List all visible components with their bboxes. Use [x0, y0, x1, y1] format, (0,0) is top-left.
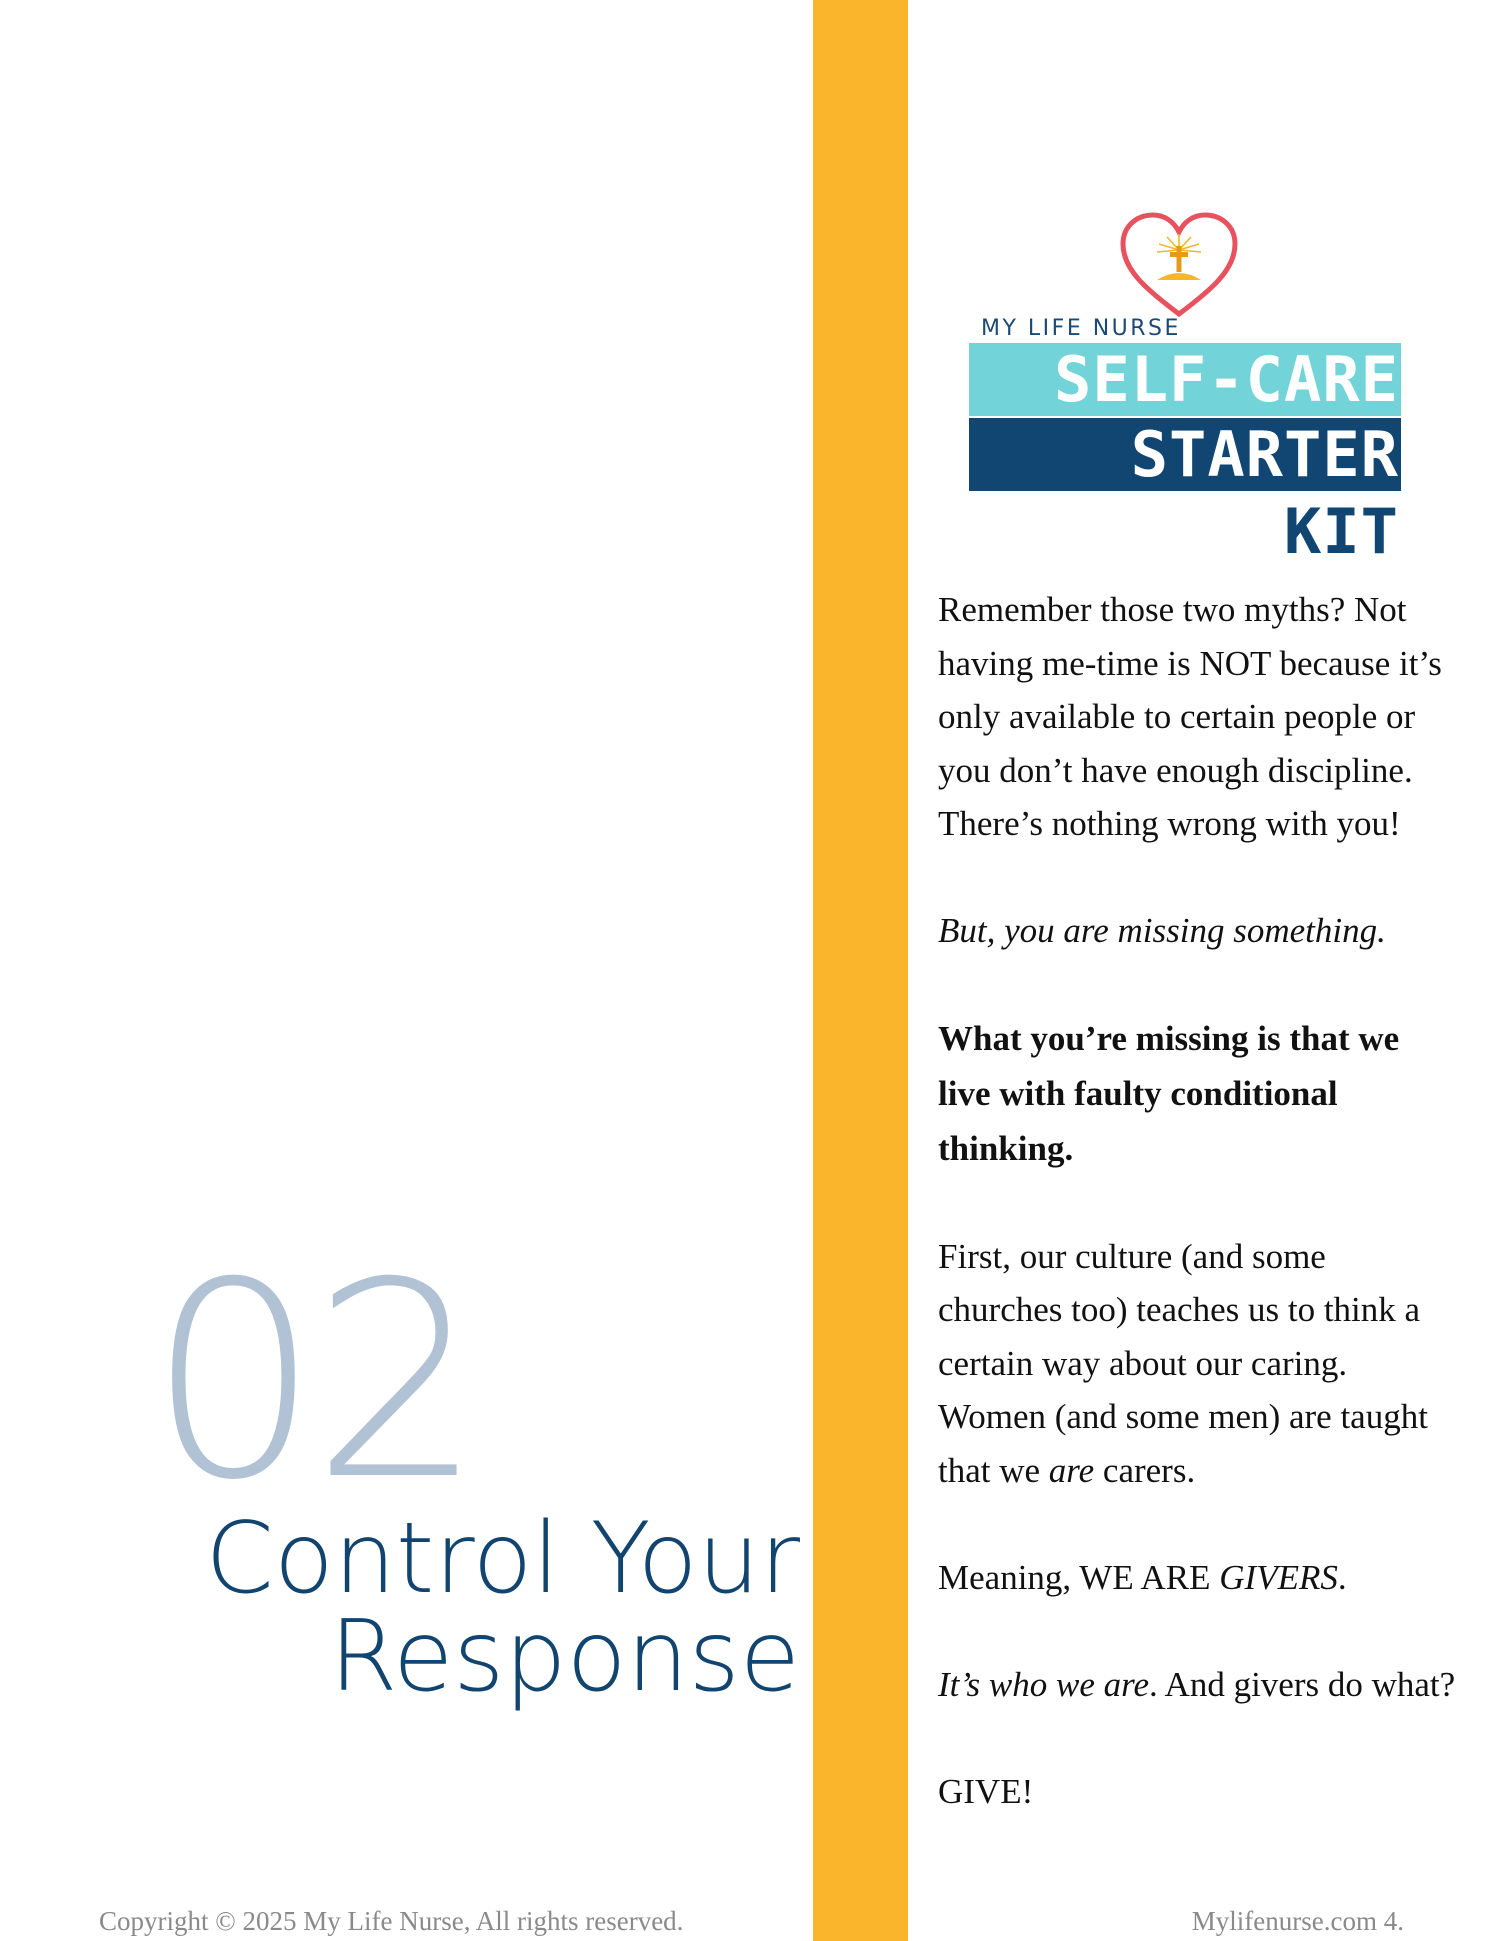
logo-word-kit: KIT — [1284, 495, 1399, 568]
paragraph-givers-emphasis: GIVERS — [1219, 1557, 1338, 1597]
heart-cross-icon — [1117, 210, 1242, 322]
paragraph-givers — [938, 1551, 1458, 1605]
paragraph-missing-something — [938, 904, 1458, 958]
logo-word-starter: STARTER — [1130, 418, 1399, 491]
paragraph-missing-something-text: But, you are missing something. — [938, 911, 1386, 950]
logo-word-self-care: SELF-CARE — [1054, 343, 1399, 416]
paragraph-culture-emphasis: are — [1048, 1450, 1095, 1490]
paragraph-give: GIVE! — [938, 1771, 1034, 1811]
paragraph-givers-text-a: Meaning, WE ARE — [938, 1557, 1220, 1597]
gold-divider-bar — [813, 0, 908, 1941]
chapter-number: 02 — [148, 1224, 476, 1539]
self-care-starter-kit-logo — [965, 210, 1405, 570]
paragraph-faulty-thinking: What you’re missing is that we live with faulty conditional thinking. — [938, 1019, 1400, 1168]
paragraph-culture-text-a: First, our culture (and some churches too) teaches us to think a certain way about our caring. Women (and some men) are taught that we — [938, 1236, 1428, 1490]
chapter-title-line-1: Control Your — [205, 1502, 800, 1616]
chapter-title — [100, 1502, 800, 1714]
paragraph-culture-text-b: carers. — [1094, 1450, 1196, 1490]
body-text — [938, 583, 1458, 1872]
footer-copyright: Copyright © 2025 My Life Nurse, All rights reserved. — [99, 1906, 684, 1936]
footer-site-page-number: Mylifenurse.com 4. — [1191, 1906, 1404, 1936]
logo-brand-text: MY LIFE NURSE — [981, 316, 1181, 341]
paragraph-who-we-are-text: . And givers do what? — [1148, 1664, 1456, 1704]
paragraph-who-we-are-emphasis: It’s who we are — [938, 1664, 1149, 1704]
paragraph-givers-text-b: . — [1337, 1557, 1347, 1597]
paragraph-myths: Remember those two myths? Not having me-time is NOT because it’s only available to certain people or you don’t have enough discipline. There’s nothing wrong with you! — [938, 590, 1442, 843]
paragraph-who-we-are — [938, 1658, 1458, 1712]
paragraph-culture — [938, 1230, 1458, 1498]
chapter-title-line-2: Response — [329, 1600, 800, 1714]
